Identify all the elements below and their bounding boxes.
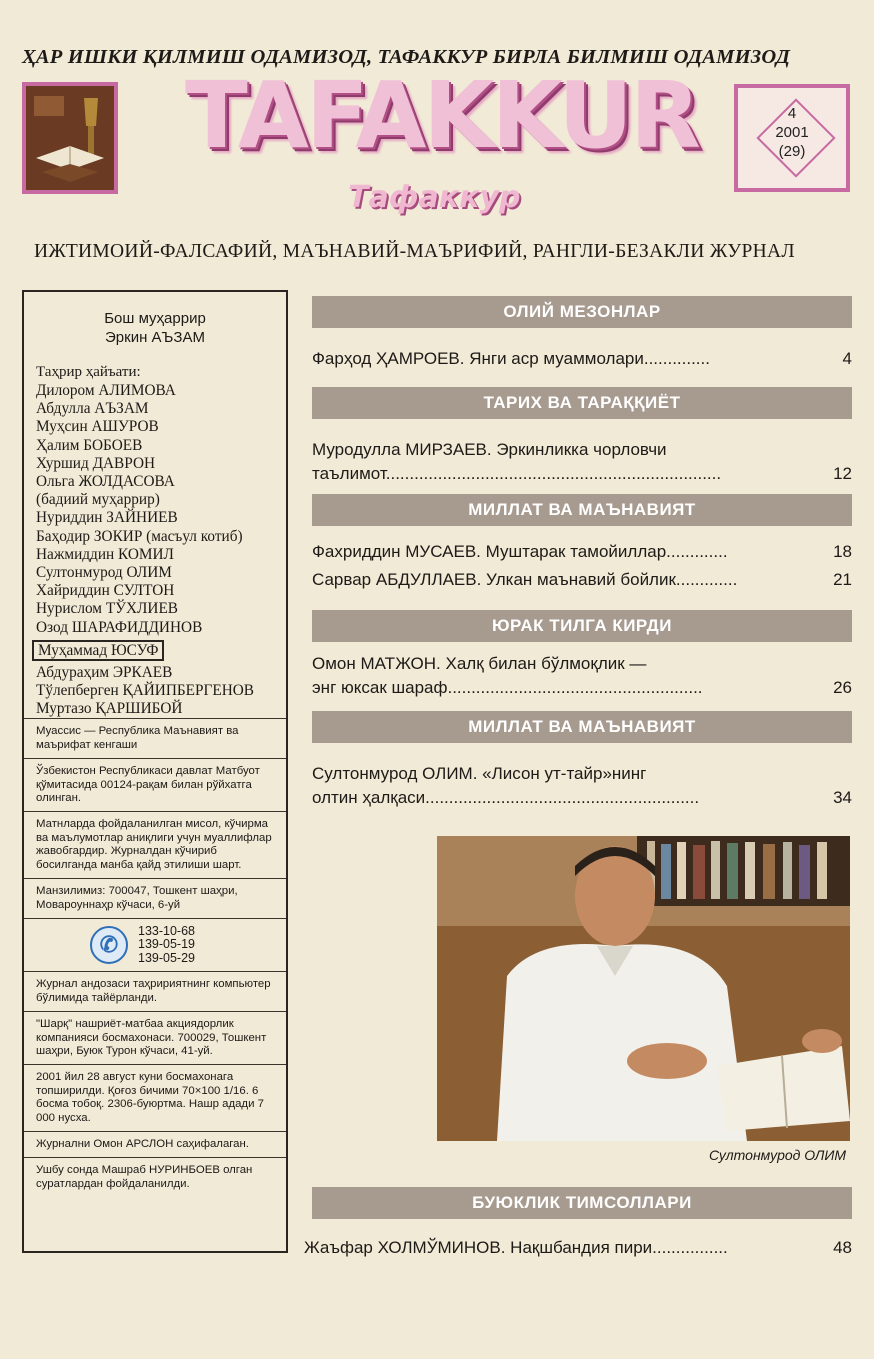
board-member: Ольга ЖОЛДАСОВА bbox=[36, 473, 175, 491]
board-member: Тўлепберген ҚАЙИПБЕРГЕНОВ bbox=[36, 682, 255, 700]
toc-entry[interactable] bbox=[312, 540, 852, 564]
issue-year: 2001 bbox=[775, 124, 809, 141]
layout-note: Журнал андозаси таҳририятнинг компьютер бўлимида тайёрланди. bbox=[24, 971, 286, 1011]
issue-total: (29) bbox=[778, 143, 806, 160]
toc-entry-title: Фарҳод ҲАМРОЕВ. Янги аср муаммолари.............. bbox=[312, 349, 710, 368]
issue-number: 4 bbox=[787, 105, 797, 122]
chief-editor-name: Эркин АЪЗАМ bbox=[105, 329, 205, 346]
toc-entry[interactable] bbox=[304, 1236, 852, 1260]
toc-section-header: БУЮКЛИК ТИМСОЛЛАРИ bbox=[312, 1187, 852, 1219]
chief-editor-title: Бош муҳаррир bbox=[104, 310, 206, 327]
toc-section-header: МИЛЛАТ ВА МАЪНАВИЯТ bbox=[312, 711, 852, 743]
board-member: Муртазо ҚАРШИБОЙ bbox=[36, 700, 183, 718]
toc-section-header: ЮРАК ТИЛГА КИРДИ bbox=[312, 610, 852, 642]
print-info-note: 2001 йил 28 август куни босмахонага топширилди. Қоғоз бичими 70×100 1/16. 6 босма тобоқ. 2306-буюртма. Нашр адади 7 000 нусха. bbox=[24, 1064, 286, 1131]
address-note: Манзилимиз: 700047, Тошкент шаҳри, Мовароуннаҳр кўчаси, 6-уй bbox=[24, 878, 286, 918]
toc-entry-title-cont: энг юксак шараф...................................................... bbox=[312, 678, 703, 697]
author-photo bbox=[437, 836, 850, 1141]
board-members bbox=[36, 382, 286, 718]
board-member: Нурислом ТЎХЛИЕВ bbox=[36, 600, 179, 618]
toc-entry-page: 21 bbox=[833, 570, 852, 589]
board-member: Султонмурод ОЛИМ bbox=[36, 564, 172, 582]
photo-caption: Султонмурод ОЛИМ bbox=[708, 1147, 846, 1163]
board-member: Дилором АЛИМОВА bbox=[36, 382, 176, 399]
book-emblem bbox=[22, 82, 118, 194]
illustrations-note: Ушбу сонда Машраб НУРИНБОЕВ олган суратлардан фойдаланилди. bbox=[24, 1157, 286, 1197]
journal-tagline: ИЖТИМОИЙ-ФАЛСАФИЙ, МАЪНАВИЙ-МАЪРИФИЙ, РАНГЛИ-БЕЗАКЛИ ЖУРНАЛ bbox=[34, 241, 795, 262]
board-member: Нуриддин ЗАЙНИЕВ bbox=[36, 509, 178, 527]
board-member: Хуршид ДАВРОН bbox=[36, 454, 156, 472]
toc-entry[interactable] bbox=[312, 652, 852, 700]
registration-note: Ўзбекистон Республикаси давлат Матбуот қўмитасида 00124-рақам билан рўйхатга олинган. bbox=[24, 758, 286, 811]
toc-section-header: ТАРИХ ВА ТАРАҚҚИЁТ bbox=[312, 387, 852, 419]
toc-entry-page: 12 bbox=[833, 464, 852, 483]
toc-entry[interactable] bbox=[312, 438, 852, 486]
board-member-role: (бадиий муҳаррир) bbox=[36, 491, 160, 509]
issue-badge bbox=[734, 84, 850, 192]
board-member: Ҳалим БОБОЕВ bbox=[36, 436, 143, 454]
toc-entry-title: Муродулла МИРЗАЕВ. Эркинликка чорловчи bbox=[312, 440, 667, 459]
board-member: Муҳсин АШУРОВ bbox=[36, 418, 159, 436]
board-member: Хайриддин СУЛТОН bbox=[36, 582, 175, 600]
toc-entry[interactable] bbox=[312, 347, 852, 371]
editorial-staff-box bbox=[22, 290, 288, 1253]
chief-editor bbox=[24, 309, 286, 347]
toc-entry-title: Фахриддин МУСАЕВ. Муштарак тамойиллар............. bbox=[312, 542, 728, 561]
designer-note: Журнални Омон АРСЛОН саҳифалаган. bbox=[24, 1131, 286, 1157]
toc-entry-page: 48 bbox=[833, 1238, 852, 1257]
phone-number: 139-05-29 bbox=[138, 950, 195, 965]
toc-entry-page: 34 bbox=[833, 788, 852, 807]
printer-note: "Шарқ" нашриёт-матбаа акциядорлик компанияси босмахонаси. 700029, Тошкент шаҳри, Буюк Турон кўчаси, 41-уй. bbox=[24, 1011, 286, 1064]
board-member-highlighted: Муҳаммад ЮСУФ bbox=[32, 640, 164, 661]
phone-number: 133-10-68 bbox=[138, 923, 195, 938]
phone-list bbox=[138, 925, 195, 966]
board-member: Баҳодир ЗОКИР (масъул котиб) bbox=[36, 527, 243, 545]
issue-info bbox=[738, 104, 846, 161]
motto: ҲАР ИШКИ ҚИЛМИШ ОДАМИЗОД, ТАФАККУР БИРЛА БИЛМИШ ОДАМИЗОД bbox=[22, 46, 791, 68]
toc-entry-title: Султонмурод ОЛИМ. «Лисон ут-тайр»нинг bbox=[312, 764, 647, 783]
phone-icon: ✆ bbox=[90, 926, 128, 964]
toc-entry-page: 26 bbox=[833, 678, 852, 697]
toc-entry-page: 18 bbox=[833, 542, 852, 561]
toc-entry-title-cont: таълимот....................................................................... bbox=[312, 464, 722, 483]
toc-section-header: ОЛИЙ МЕЗОНЛАР bbox=[312, 296, 852, 328]
board-member: Абдулла АЪЗАМ bbox=[36, 400, 149, 418]
masthead-logo: TAFAKKUR bbox=[185, 62, 698, 169]
toc-entry-title: Сарвар АБДУЛЛАЕВ. Улкан маънавий бойлик............. bbox=[312, 570, 738, 589]
toc-entry[interactable] bbox=[312, 568, 852, 592]
toc-entry-title: Омон МАТЖОН. Халқ билан бўлмоқлик — bbox=[312, 654, 647, 673]
founder-note: Муассис — Республика Маънавият ва маърифат кенгаши bbox=[24, 718, 286, 758]
toc-section-header: МИЛЛАТ ВА МАЪНАВИЯТ bbox=[312, 494, 852, 526]
toc-entry-title-cont: олтин ҳалқаси.......................................................... bbox=[312, 788, 700, 807]
board-member: Нажмиддин КОМИЛ bbox=[36, 545, 174, 563]
phone-number: 139-05-19 bbox=[138, 937, 195, 952]
board-member: Озод ШАРАФИДДИНОВ bbox=[36, 618, 203, 636]
responsibility-note: Матнларда фойдаланилган мисол, кўчирма ва маълумотлар аниқлиги учун муаллифлар жавобгардир. Журналдан кўчириб босилганда манба қайд этилиши шарт. bbox=[24, 811, 286, 878]
toc-entry-page: 4 bbox=[842, 349, 852, 368]
masthead-subtitle: Тафаккур bbox=[348, 180, 521, 215]
editorial-board-title: Таҳрир ҳайъати: bbox=[36, 364, 141, 380]
phones-block bbox=[24, 918, 286, 972]
toc-entry[interactable] bbox=[312, 762, 852, 810]
toc-entry-title: Жаъфар ХОЛМЎМИНОВ. Нақшбандия пири................ bbox=[304, 1238, 728, 1257]
board-member: Абдураҳим ЭРКАЕВ bbox=[36, 663, 173, 681]
